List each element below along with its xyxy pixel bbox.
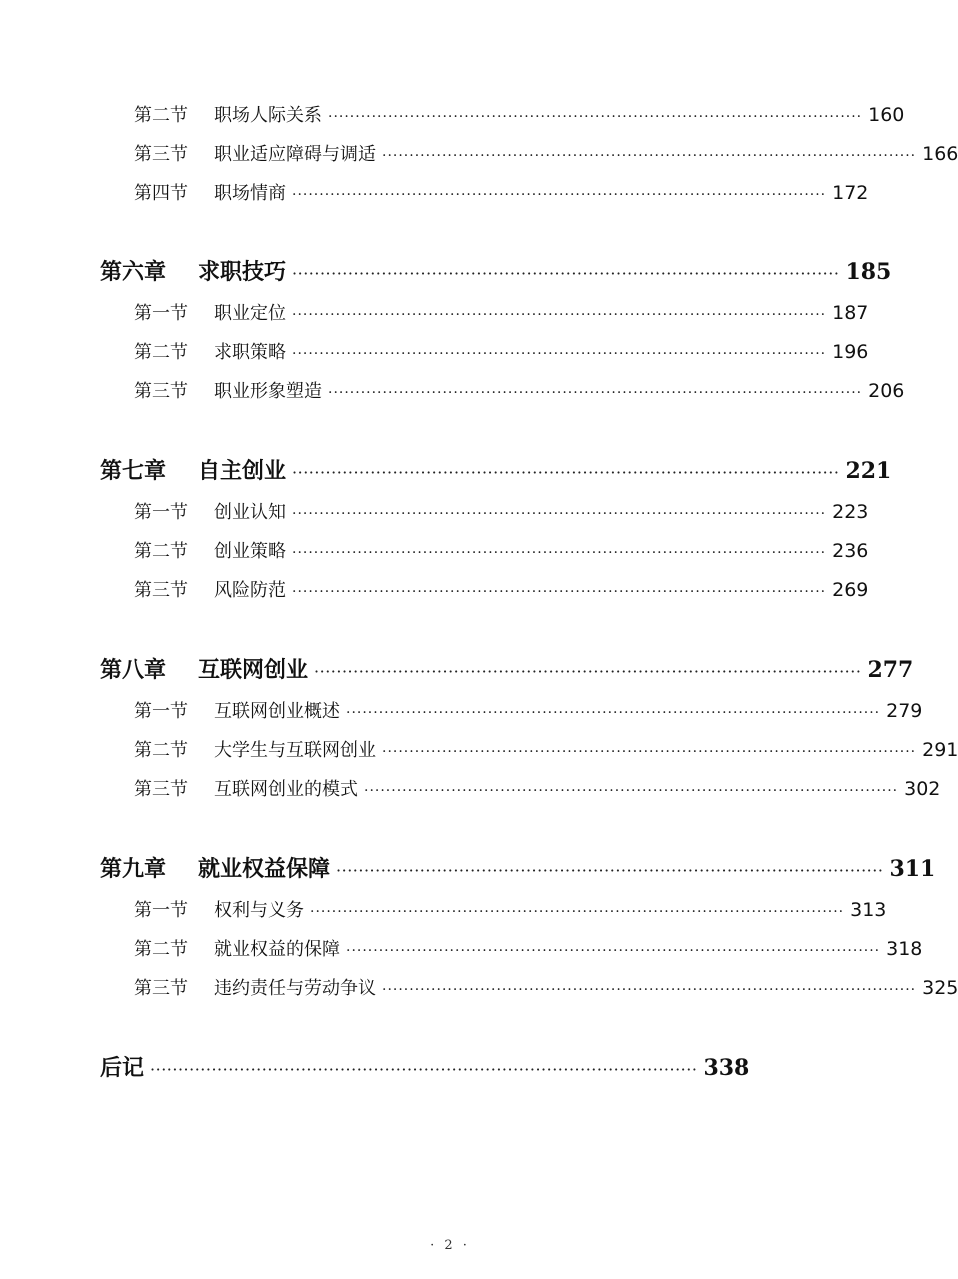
dot-leader: ·································································································· [382, 744, 917, 760]
section-title: 职场情商 [214, 183, 286, 204]
section-number: 第二节 [134, 342, 188, 363]
dot-leader: ·································································································· [292, 346, 827, 362]
dot-leader: ·································································································· [292, 506, 827, 522]
toc-entry-chapter [100, 655, 914, 685]
toc-entry-chapter [100, 456, 892, 486]
toc-entry-section [134, 737, 958, 763]
dot-leader: ·································································································· [364, 783, 899, 799]
section-number: 第三节 [134, 779, 188, 800]
dot-leader: ·································································································· [346, 705, 881, 721]
section-number: 第三节 [134, 144, 188, 165]
section-title: 风险防范 [214, 580, 286, 601]
toc-entry-section [134, 936, 923, 962]
toc-entry-section [134, 300, 869, 326]
page-number: 172 [832, 182, 869, 204]
page-number: 160 [868, 104, 905, 126]
toc-entry-section [134, 538, 869, 564]
section-title: 互联网创业的模式 [214, 779, 358, 800]
dot-leader: ·································································································· [346, 943, 881, 959]
section-title: 职业形象塑造 [214, 381, 322, 402]
dot-leader: ·································································································· [292, 187, 827, 203]
toc-entry-section [134, 378, 905, 404]
section-number: 第一节 [134, 900, 188, 921]
section-title: 创业认知 [214, 502, 286, 523]
page-number: 277 [867, 657, 914, 683]
section-number: 第四节 [134, 183, 188, 204]
page-number: 166 [922, 143, 958, 165]
toc-entry-section [134, 776, 941, 802]
section-number: 第二节 [134, 105, 188, 126]
section-title: 互联网创业概述 [214, 701, 340, 722]
toc-entry-section [134, 102, 905, 128]
chapter-number: 第八章 [100, 657, 167, 683]
section-number: 第一节 [134, 502, 188, 523]
section-number: 第三节 [134, 580, 188, 601]
page-number: 269 [832, 579, 869, 601]
toc-entry-section [134, 698, 923, 724]
dot-leader: ·································································································· [292, 463, 840, 482]
chapter-number: 第七章 [100, 458, 167, 484]
toc-entry-section [134, 499, 869, 525]
dot-leader: ·································································································· [310, 904, 845, 920]
page-number: 318 [886, 938, 923, 960]
afterword-title: 后记 [100, 1055, 145, 1081]
page-number: 236 [832, 540, 869, 562]
section-number: 第三节 [134, 978, 188, 999]
dot-leader: ·································································································· [292, 584, 827, 600]
dot-leader: ·································································································· [336, 861, 884, 880]
section-number: 第二节 [134, 541, 188, 562]
section-number: 第二节 [134, 939, 188, 960]
section-number: 第二节 [134, 740, 188, 761]
chapter-title: 就业权益保障 [198, 856, 331, 882]
section-title: 就业权益的保障 [214, 939, 340, 960]
dot-leader: ·································································································· [382, 982, 917, 998]
toc-entry-section [134, 141, 958, 167]
section-number: 第一节 [134, 303, 188, 324]
page-number: 313 [850, 899, 887, 921]
section-number: 第三节 [134, 381, 188, 402]
dot-leader: ·································································································· [328, 109, 863, 125]
toc-entry-section [134, 339, 869, 365]
section-title: 职业适应障碍与调适 [214, 144, 376, 165]
page-number: 196 [832, 341, 869, 363]
chapter-title: 自主创业 [198, 458, 287, 484]
toc-entry-section [134, 897, 887, 923]
dot-leader: ·································································································· [328, 385, 863, 401]
section-number: 第一节 [134, 701, 188, 722]
dot-leader: ·································································································· [292, 307, 827, 323]
page-number: 185 [845, 259, 892, 285]
page-number: 221 [845, 458, 892, 484]
chapter-title: 互联网创业 [198, 657, 309, 683]
chapter-number: 第六章 [100, 259, 167, 285]
page-number: 206 [868, 380, 905, 402]
page-number: 279 [886, 700, 923, 722]
page-number: 302 [904, 778, 941, 800]
toc-entry-afterword [100, 1053, 750, 1083]
page-footer-number: · 2 · [430, 1238, 470, 1253]
section-title: 大学生与互联网创业 [214, 740, 376, 761]
dot-leader: ·································································································· [382, 148, 917, 164]
page-number: 338 [703, 1055, 750, 1081]
section-title: 职业定位 [214, 303, 286, 324]
section-title: 求职策略 [214, 342, 286, 363]
page-number: 291 [922, 739, 958, 761]
section-title: 职场人际关系 [214, 105, 322, 126]
toc-entry-section [134, 975, 958, 1001]
chapter-number: 第九章 [100, 856, 167, 882]
section-title: 权利与义务 [214, 900, 304, 921]
page-number: 325 [922, 977, 958, 999]
chapter-title: 求职技巧 [198, 259, 287, 285]
dot-leader: ·································································································· [292, 264, 840, 283]
toc-entry-chapter [100, 257, 892, 287]
toc-entry-section [134, 180, 869, 206]
dot-leader: ·································································································· [292, 545, 827, 561]
dot-leader: ·································································································· [150, 1060, 698, 1079]
page-number: 223 [832, 501, 869, 523]
section-title: 创业策略 [214, 541, 286, 562]
toc-entry-section [134, 577, 869, 603]
dot-leader: ·································································································· [314, 662, 862, 681]
page-number: 187 [832, 302, 869, 324]
toc-entry-chapter [100, 854, 936, 884]
page-number: 311 [889, 856, 936, 882]
section-title: 违约责任与劳动争议 [214, 978, 376, 999]
